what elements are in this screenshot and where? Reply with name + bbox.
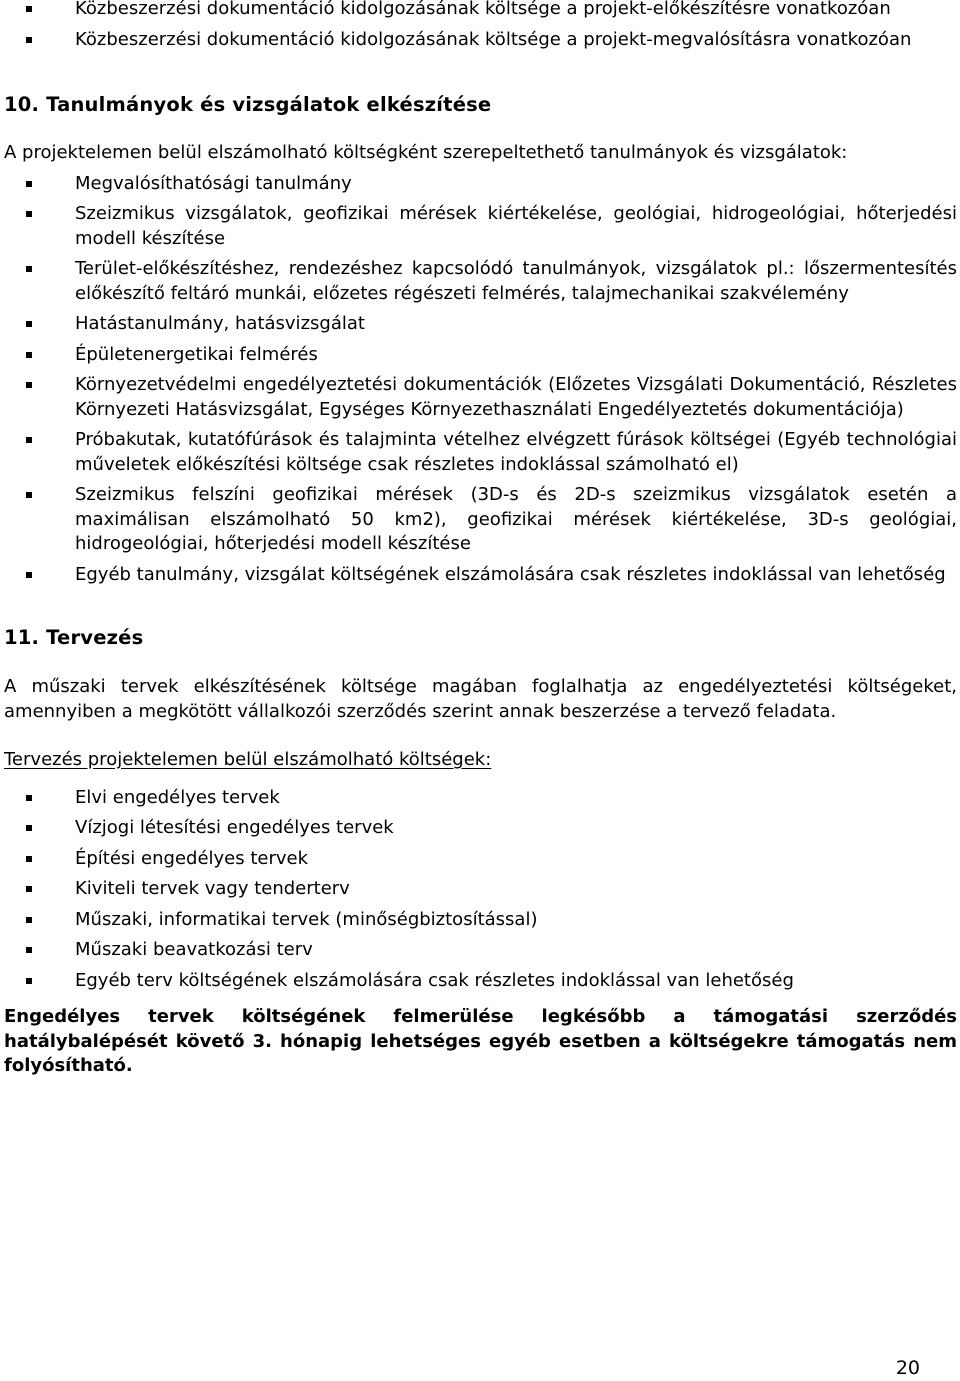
list-item: Műszaki, informatikai tervek (minőségbiztosítással) <box>4 908 957 933</box>
list-item: Műszaki beavatkozási terv <box>4 938 957 963</box>
list-item: Szeizmikus felszíni geofizikai mérések (3D-s és 2D-s szeizmikus vizsgálatok esetén a maximálisan elszámolható 50 km2), geofizikai mérések kiértékelése, 3D-s geológiai, hidrogeológiai, hőterjedési modell készítése <box>4 483 957 557</box>
square-bullet-icon <box>26 825 32 831</box>
square-bullet-icon <box>26 37 32 43</box>
section-10-heading: 10. Tanulmányok és vizsgálatok elkészítése <box>4 93 492 116</box>
list-item: Építési engedélyes tervek <box>4 847 957 872</box>
page-number: 20 <box>895 1357 920 1379</box>
list-item: Közbeszerzési dokumentáció kidolgozásának költsége a projekt-előkészítésre vonatkozóan <box>4 0 957 22</box>
list-item: Egyéb tanulmány, vizsgálat költségének elszámolására csak részletes indoklással van lehetőség <box>4 563 957 588</box>
square-bullet-icon <box>26 978 32 984</box>
square-bullet-icon <box>26 856 32 862</box>
list-item: Elvi engedélyes tervek <box>4 786 957 811</box>
square-bullet-icon <box>26 181 32 187</box>
list-item: Épületenergetikai felmérés <box>4 343 957 368</box>
section-11-heading: 11. Tervezés <box>4 626 144 649</box>
square-bullet-icon <box>26 6 32 12</box>
square-bullet-icon <box>26 321 32 327</box>
section-11-list <box>4 786 957 994</box>
square-bullet-icon <box>26 947 32 953</box>
section-10-list <box>4 172 957 588</box>
square-bullet-icon <box>26 437 32 443</box>
section-11-subheading: Tervezés projektelemen belül elszámolható költségek: <box>4 749 492 770</box>
list-item: Szeizmikus vizsgálatok, geofizikai mérések kiértékelése, geológiai, hidrogeológiai, hőterjedési modell készítése <box>4 202 957 251</box>
list-item: Megvalósíthatósági tanulmány <box>4 172 957 197</box>
document-page <box>4 0 957 1079</box>
list-item: Vízjogi létesítési engedélyes tervek <box>4 816 957 841</box>
list-item: Környezetvédelmi engedélyeztetési dokumentációk (Előzetes Vizsgálati Dokumentáció, Részletes Környezeti Hatásvizsgálat, Egységes Környezethasználati Engedélyeztetés dokumentációja) <box>4 373 957 422</box>
list-item: Próbakutak, kutatófúrások és talajminta vételhez elvégzett fúrások költségei (Egyéb technológiai műveletek előkészítési költsége csak részletes indoklással számolható el) <box>4 428 957 477</box>
approval-note: Engedélyes tervek költségének felmerülése legkésőbb a támogatási szerződés hatálybalépését követő 3. hónapig lehetséges egyéb esetben a költségekre támogatás nem folyósítható. <box>4 1006 957 1076</box>
square-bullet-icon <box>26 492 32 498</box>
square-bullet-icon <box>26 352 32 358</box>
square-bullet-icon <box>26 211 32 217</box>
square-bullet-icon <box>26 266 32 272</box>
list-item: Hatástanulmány, hatásvizsgálat <box>4 312 957 337</box>
list-item: Kiviteli tervek vagy tenderterv <box>4 877 957 902</box>
square-bullet-icon <box>26 382 32 388</box>
square-bullet-icon <box>26 795 32 801</box>
top-bullet-list <box>4 0 957 52</box>
section-11-paragraph: A műszaki tervek elkészítésének költsége magában foglalhatja az engedélyeztetési költségeket, amennyiben a megkötött vállalkozói szerződés szerint annak beszerzése a tervező feladata. <box>4 676 957 722</box>
list-item: Terület-előkészítéshez, rendezéshez kapcsolódó tanulmányok, vizsgálatok pl.: lőszermentesítés előkészítő feltáró munkái, előzetes régészeti felmérés, talajmechanikai szakvélemény <box>4 257 957 306</box>
square-bullet-icon <box>26 572 32 578</box>
list-item: Közbeszerzési dokumentáció kidolgozásának költsége a projekt-megvalósításra vonatkozóan <box>4 28 957 53</box>
square-bullet-icon <box>26 917 32 923</box>
section-10-intro: A projektelemen belül elszámolható költségként szerepeltethető tanulmányok és vizsgálatok: <box>4 142 848 163</box>
list-item: Egyéb terv költségének elszámolására csak részletes indoklással van lehetőség <box>4 969 957 994</box>
square-bullet-icon <box>26 886 32 892</box>
